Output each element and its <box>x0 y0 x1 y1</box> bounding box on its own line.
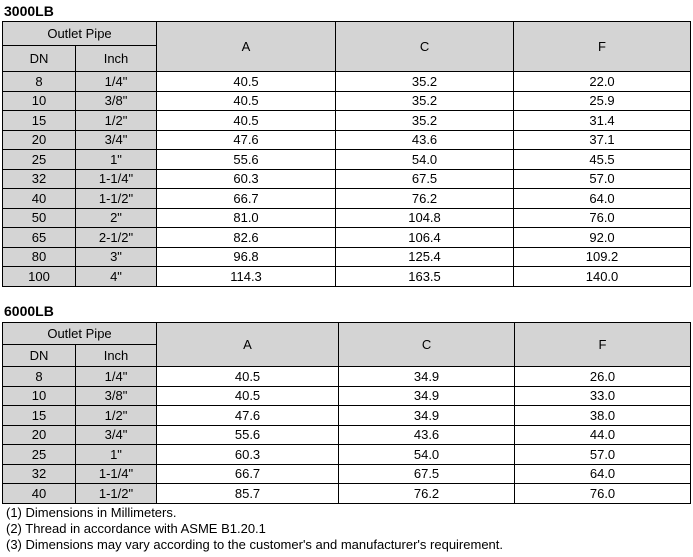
header-f: F <box>514 22 691 72</box>
a-value-cell: 40.5 <box>157 111 336 131</box>
f-value-cell: 76.0 <box>514 208 691 228</box>
a-value-cell: 40.5 <box>157 91 336 111</box>
c-value-cell: 76.2 <box>339 484 515 504</box>
header-a: A <box>157 323 339 367</box>
f-value-cell: 109.2 <box>514 247 691 267</box>
dn-cell: 15 <box>3 406 76 426</box>
header-c: C <box>339 323 515 367</box>
header-c: C <box>336 22 514 72</box>
inch-cell: 1/4" <box>76 367 157 387</box>
section-title-6000lb: 6000LB <box>4 303 54 319</box>
dn-cell: 25 <box>3 150 76 170</box>
dn-cell: 8 <box>3 367 76 387</box>
table-row <box>3 406 691 426</box>
dn-cell: 8 <box>3 72 76 92</box>
dn-cell: 80 <box>3 247 76 267</box>
inch-cell: 1-1/2" <box>76 189 157 209</box>
c-value-cell: 43.6 <box>339 425 515 445</box>
c-value-cell: 54.0 <box>339 445 515 465</box>
a-value-cell: 60.3 <box>157 169 336 189</box>
table-row <box>3 208 691 228</box>
header-dn: DN <box>3 345 76 367</box>
table-row <box>3 464 691 484</box>
f-value-cell: 26.0 <box>515 367 691 387</box>
a-value-cell: 66.7 <box>157 464 339 484</box>
table-row <box>3 111 691 131</box>
a-value-cell: 55.6 <box>157 425 339 445</box>
inch-cell: 1-1/4" <box>76 464 157 484</box>
header-f: F <box>515 323 691 367</box>
dn-cell: 40 <box>3 189 76 209</box>
a-value-cell: 47.6 <box>157 406 339 426</box>
inch-cell: 1" <box>76 150 157 170</box>
f-value-cell: 57.0 <box>515 445 691 465</box>
c-value-cell: 34.9 <box>339 406 515 426</box>
dn-cell: 32 <box>3 464 76 484</box>
c-value-cell: 67.5 <box>339 464 515 484</box>
inch-cell: 1/4" <box>76 72 157 92</box>
f-value-cell: 140.0 <box>514 267 691 287</box>
c-value-cell: 34.9 <box>339 386 515 406</box>
header-outlet-pipe: Outlet Pipe <box>3 323 157 345</box>
table-row <box>3 130 691 150</box>
dn-cell: 100 <box>3 267 76 287</box>
c-value-cell: 54.0 <box>336 150 514 170</box>
a-value-cell: 47.6 <box>157 130 336 150</box>
dimension-table-3000lb <box>2 21 691 287</box>
a-value-cell: 85.7 <box>157 484 339 504</box>
c-value-cell: 35.2 <box>336 72 514 92</box>
table-row <box>3 386 691 406</box>
inch-cell: 3/4" <box>76 130 157 150</box>
dn-cell: 32 <box>3 169 76 189</box>
a-value-cell: 66.7 <box>157 189 336 209</box>
f-value-cell: 64.0 <box>515 464 691 484</box>
table-row <box>3 484 691 504</box>
table-body <box>3 72 691 287</box>
footnote-1: (1) Dimensions in Millimeters. <box>6 505 177 520</box>
section-title-3000lb: 3000LB <box>4 3 54 19</box>
inch-cell: 3/4" <box>76 425 157 445</box>
f-value-cell: 76.0 <box>515 484 691 504</box>
inch-cell: 2" <box>76 208 157 228</box>
dn-cell: 20 <box>3 130 76 150</box>
f-value-cell: 64.0 <box>514 189 691 209</box>
a-value-cell: 60.3 <box>157 445 339 465</box>
a-value-cell: 40.5 <box>157 386 339 406</box>
f-value-cell: 45.5 <box>514 150 691 170</box>
inch-cell: 4" <box>76 267 157 287</box>
c-value-cell: 34.9 <box>339 367 515 387</box>
header-dn: DN <box>3 46 76 72</box>
dn-cell: 15 <box>3 111 76 131</box>
inch-cell: 1/2" <box>76 111 157 131</box>
header-outlet-pipe: Outlet Pipe <box>3 22 157 46</box>
inch-cell: 1/2" <box>76 406 157 426</box>
table-row <box>3 72 691 92</box>
inch-cell: 2-1/2" <box>76 228 157 248</box>
dimension-table-6000lb <box>2 322 691 504</box>
table-row <box>3 228 691 248</box>
c-value-cell: 76.2 <box>336 189 514 209</box>
header-a: A <box>157 22 336 72</box>
f-value-cell: 37.1 <box>514 130 691 150</box>
f-value-cell: 44.0 <box>515 425 691 445</box>
f-value-cell: 31.4 <box>514 111 691 131</box>
table-row <box>3 150 691 170</box>
footnotes <box>6 505 503 553</box>
table-row <box>3 445 691 465</box>
table-body <box>3 367 691 504</box>
a-value-cell: 81.0 <box>157 208 336 228</box>
dn-cell: 10 <box>3 386 76 406</box>
a-value-cell: 40.5 <box>157 72 336 92</box>
f-value-cell: 92.0 <box>514 228 691 248</box>
dn-cell: 40 <box>3 484 76 504</box>
footnote-3: (3) Dimensions may vary according to the customer's and manufacturer's requirement. <box>6 537 504 552</box>
a-value-cell: 114.3 <box>157 267 336 287</box>
inch-cell: 1-1/4" <box>76 169 157 189</box>
a-value-cell: 55.6 <box>157 150 336 170</box>
f-value-cell: 57.0 <box>514 169 691 189</box>
a-value-cell: 96.8 <box>157 247 336 267</box>
dn-cell: 20 <box>3 425 76 445</box>
f-value-cell: 22.0 <box>514 72 691 92</box>
dn-cell: 65 <box>3 228 76 248</box>
table-row <box>3 169 691 189</box>
dn-cell: 50 <box>3 208 76 228</box>
footnote-2: (2) Thread in accordance with ASME B1.20.1 <box>6 521 266 536</box>
dn-cell: 25 <box>3 445 76 465</box>
c-value-cell: 43.6 <box>336 130 514 150</box>
table-row <box>3 189 691 209</box>
c-value-cell: 67.5 <box>336 169 514 189</box>
dn-cell: 10 <box>3 91 76 111</box>
header-inch: Inch <box>76 46 157 72</box>
inch-cell: 1" <box>76 445 157 465</box>
table-row <box>3 267 691 287</box>
c-value-cell: 35.2 <box>336 111 514 131</box>
a-value-cell: 40.5 <box>157 367 339 387</box>
f-value-cell: 25.9 <box>514 91 691 111</box>
c-value-cell: 106.4 <box>336 228 514 248</box>
a-value-cell: 82.6 <box>157 228 336 248</box>
c-value-cell: 104.8 <box>336 208 514 228</box>
inch-cell: 3/8" <box>76 386 157 406</box>
inch-cell: 3" <box>76 247 157 267</box>
c-value-cell: 163.5 <box>336 267 514 287</box>
table-row <box>3 367 691 387</box>
table-row <box>3 247 691 267</box>
f-value-cell: 33.0 <box>515 386 691 406</box>
f-value-cell: 38.0 <box>515 406 691 426</box>
header-inch: Inch <box>76 345 157 367</box>
table-row <box>3 425 691 445</box>
table-row <box>3 91 691 111</box>
inch-cell: 1-1/2" <box>76 484 157 504</box>
inch-cell: 3/8" <box>76 91 157 111</box>
c-value-cell: 35.2 <box>336 91 514 111</box>
c-value-cell: 125.4 <box>336 247 514 267</box>
